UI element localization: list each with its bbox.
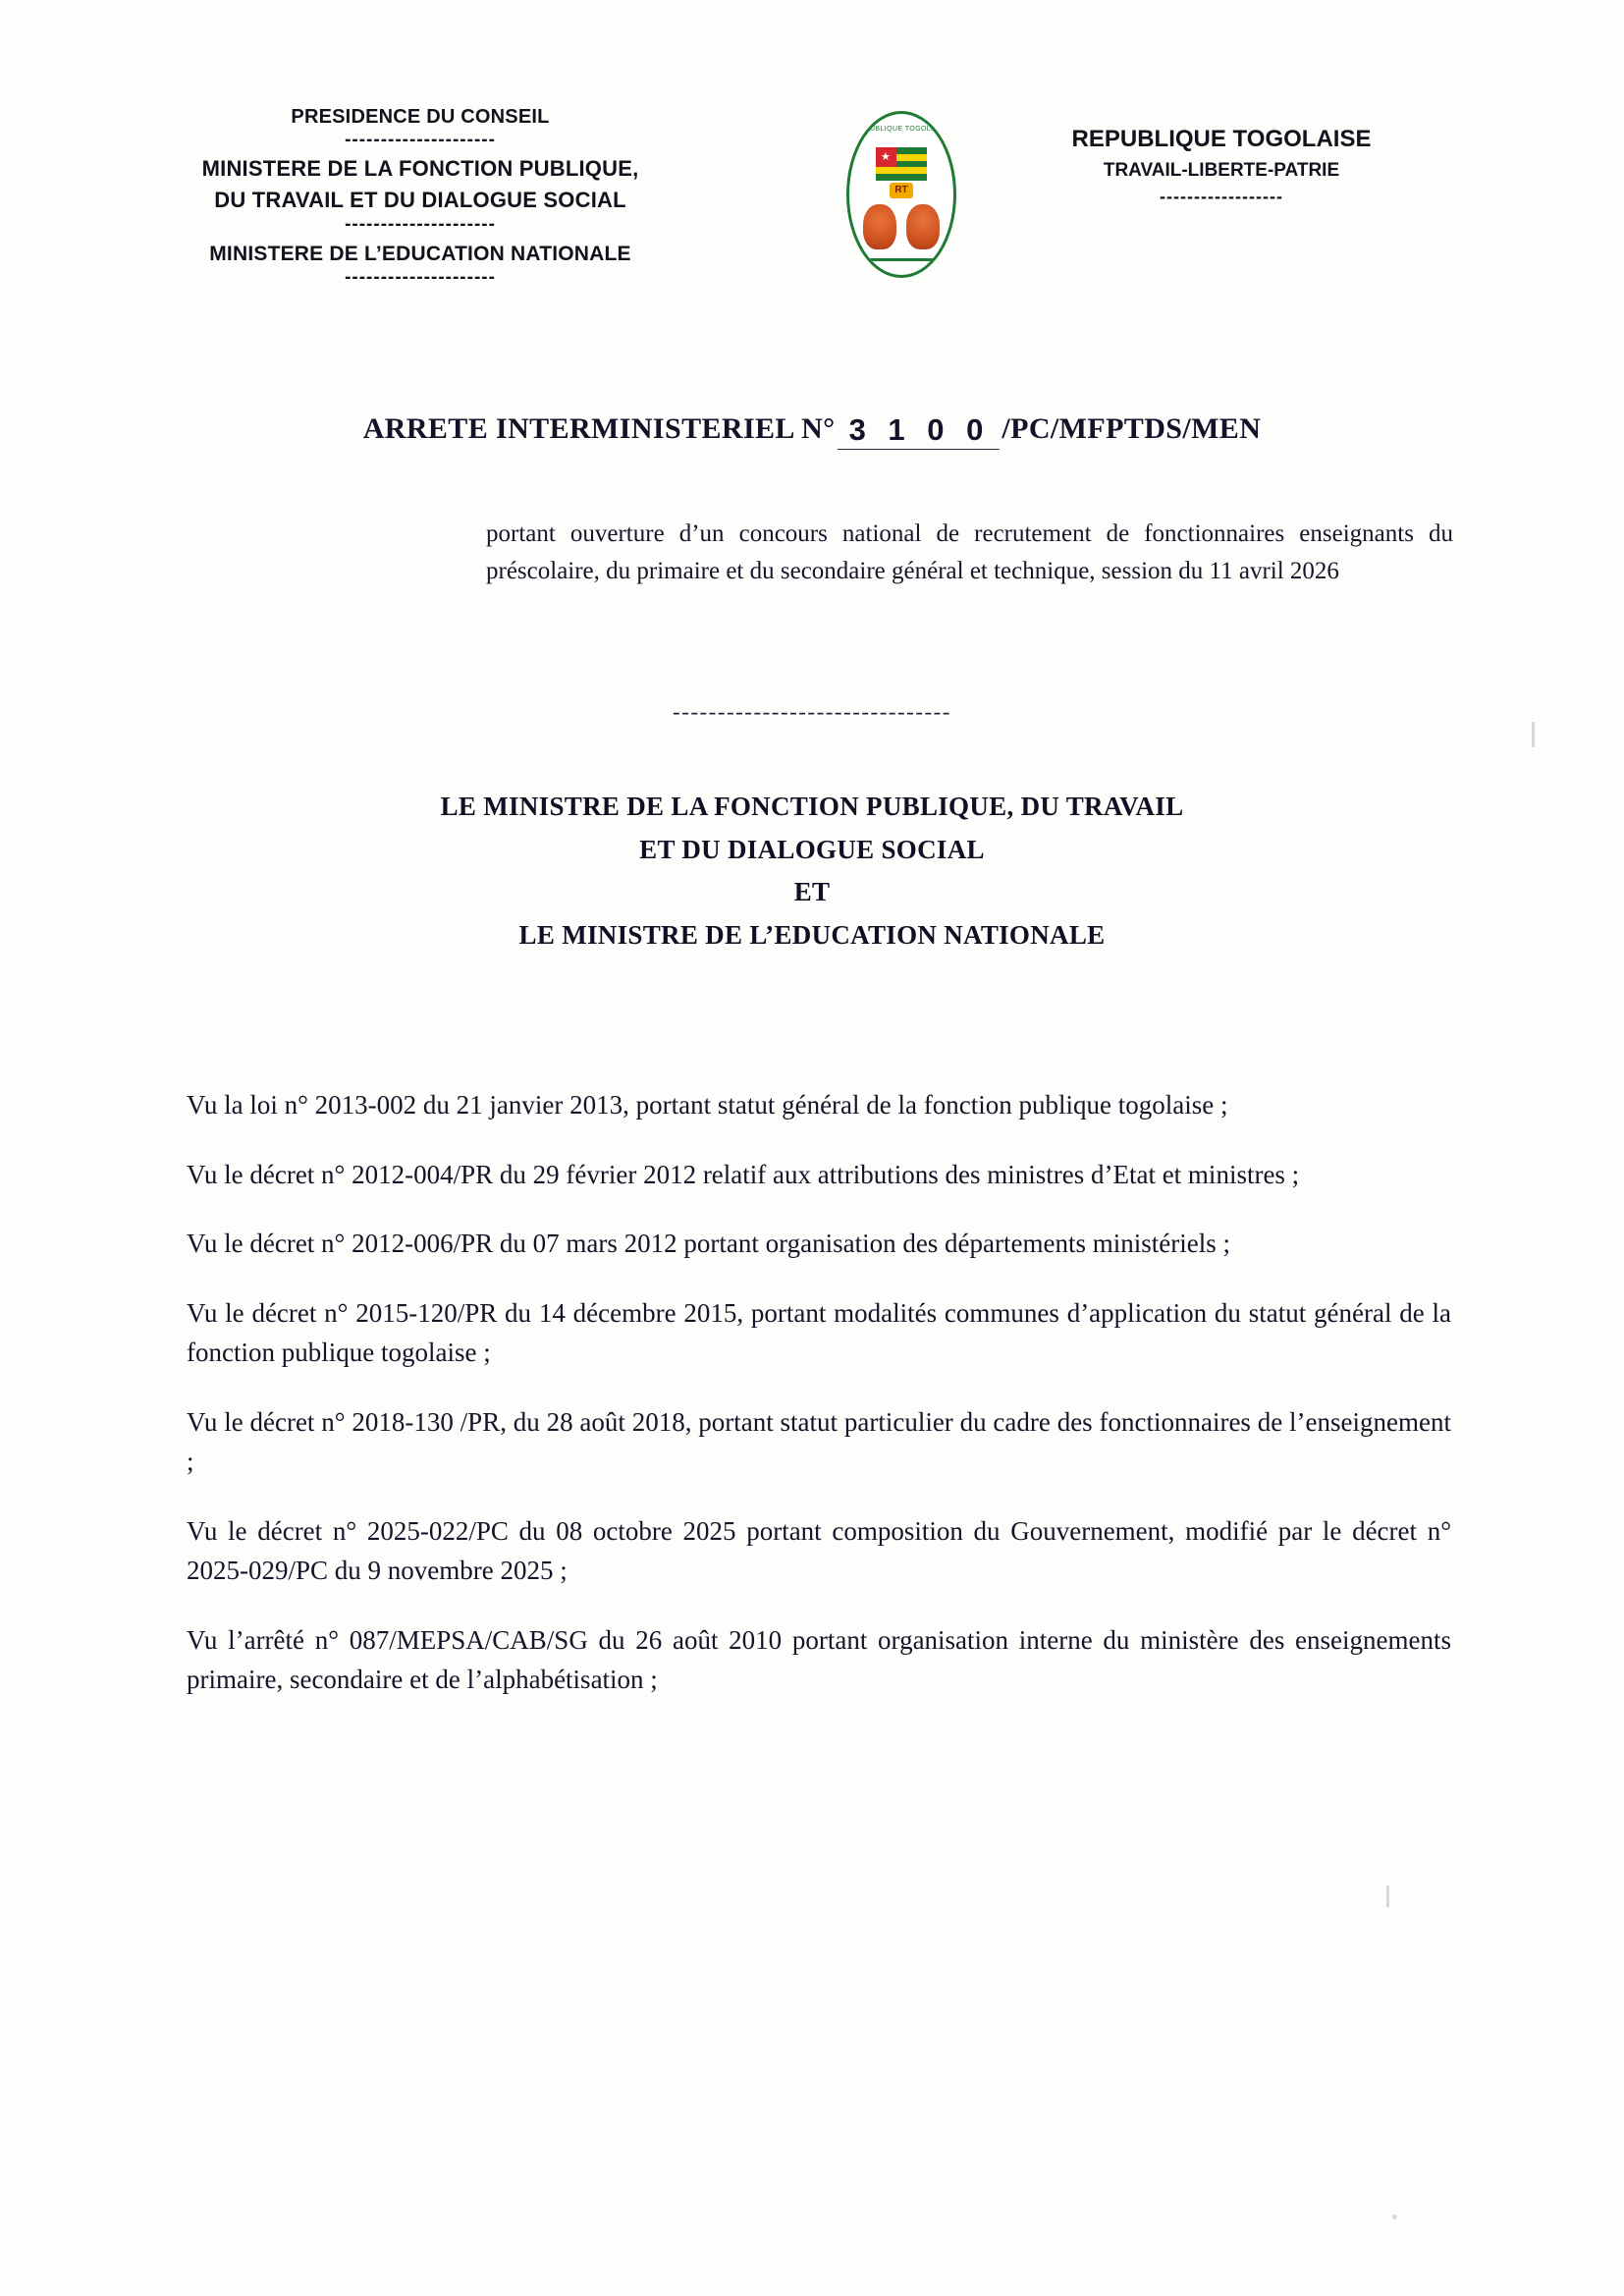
togo-flag-icon: ★ xyxy=(876,147,927,181)
emblem-oval-border xyxy=(846,111,956,278)
header-right-divider: ------------------ xyxy=(1160,187,1283,207)
visa-paragraph: Vu le décret n° 2018-130 /PR, du 28 août 2018, portant statut particulier du cadre des fonctionnaires de l’enseignement ; xyxy=(187,1406,1451,1476)
title-separator: ------------------------------- xyxy=(673,699,951,724)
ministere-education-nationale-line: MINISTERE DE L’EDUCATION NATIONALE xyxy=(209,242,631,265)
arrete-number: 3 1 0 0 xyxy=(838,412,1001,450)
visa-paragraph: Vu la loi n° 2013-002 du 21 janvier 2013, portant statut général de la fonction publique togolaise ; xyxy=(187,1090,1228,1120)
visa-paragraph: Vu le décret n° 2025-022/PC du 08 octobre 2025 portant composition du Gouvernement, modifié par le décret n° 2025-029/PC du 9 novembre 2025 ; xyxy=(187,1515,1451,1585)
lion-left-icon xyxy=(863,204,896,249)
togo-coat-of-arms-icon xyxy=(846,111,956,278)
page-title xyxy=(0,410,1624,448)
header-right-block xyxy=(966,123,1477,209)
visa-list xyxy=(187,1059,1451,1700)
republique-togolaise-line: REPUBLIQUE TOGOLAISE xyxy=(1071,126,1372,152)
signatory-line-1: LE MINISTRE DE LA FONCTION PUBLIQUE, DU TRAVAIL xyxy=(440,792,1184,821)
scan-artifact xyxy=(1392,2214,1397,2219)
header-left-divider-3: --------------------- xyxy=(345,267,496,289)
emblem-top-text: REPUBLIQUE TOGOLAISE xyxy=(854,126,948,133)
visa-paragraph: Vu l’arrêté n° 087/MEPSA/CAB/SG du 26 août 2010 portant organisation interne du ministère des enseignements primaire, secondaire et de l’alphabétisation ; xyxy=(187,1624,1451,1694)
lion-right-icon xyxy=(906,204,940,249)
scan-artifact xyxy=(1386,1886,1389,1907)
document-header xyxy=(0,103,1624,378)
scan-artifact xyxy=(1532,722,1535,747)
arrete-suffix: /PC/MFPTDS/MEN xyxy=(1001,412,1262,445)
presidence-du-conseil-line: PRESIDENCE DU CONSEIL xyxy=(291,106,550,128)
arrete-prefix: ARRETE INTERMINISTERIEL N° xyxy=(362,412,836,445)
devise-line: TRAVAIL-LIBERTE-PATRIE xyxy=(1103,159,1340,181)
header-left-block xyxy=(77,103,764,289)
signatory-titles xyxy=(0,786,1624,957)
signatory-line-4: LE MINISTRE DE L’EDUCATION NATIONALE xyxy=(518,920,1106,951)
signatory-conjunction: ET xyxy=(793,877,831,907)
ministere-fonction-publique-line-1: MINISTERE DE LA FONCTION PUBLIQUE, xyxy=(201,156,639,182)
emblem-rt-label: RT xyxy=(890,183,913,198)
visa-paragraph: Vu le décret n° 2015-120/PR du 14 décembre 2015, portant modalités communes d’application du statut général de la fonction publique togolaise ; xyxy=(187,1297,1451,1367)
header-left-divider-2: --------------------- xyxy=(345,213,496,235)
document-subtitle: portant ouverture d’un concours national de recrutement de fonctionnaires enseignants du préscolaire, du primaire et du secondaire général et technique, session du 11 avril 2026 xyxy=(486,520,1453,584)
header-left-divider-1: --------------------- xyxy=(345,130,496,151)
signatory-line-2: ET DU DIALOGUE SOCIAL xyxy=(639,834,985,864)
visa-paragraph: Vu le décret n° 2012-004/PR du 29 février 2012 relatif aux attributions des ministres d’Etat et ministres ; xyxy=(187,1159,1300,1189)
ministere-fonction-publique-line-2: DU TRAVAIL ET DU DIALOGUE SOCIAL xyxy=(214,187,626,212)
emblem-base-line xyxy=(867,258,936,261)
visa-paragraph: Vu le décret n° 2012-006/PR du 07 mars 2012 portant organisation des départements ministériels ; xyxy=(187,1229,1230,1258)
